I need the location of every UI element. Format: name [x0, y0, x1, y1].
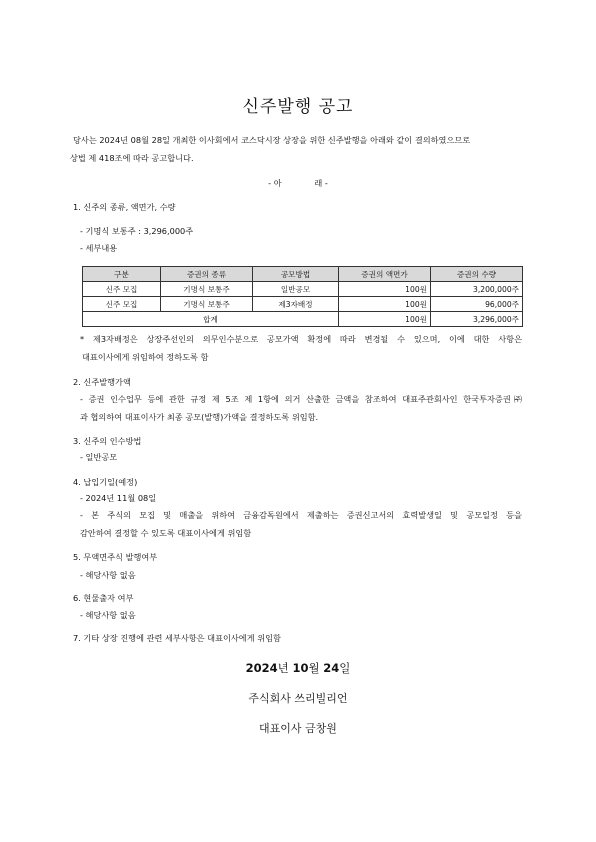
section-4-line-2: 감안하여 결정할 수 있도록 대표이사에게 위임함: [80, 528, 252, 538]
section-2-line-2: 과 협의하여 대표이사가 최종 공모(발행)가액을 결정하도록 위임함.: [80, 412, 319, 422]
section-3-heading: 3. 신주의 인수방법: [73, 436, 142, 446]
table-cell: 제3자배정: [253, 297, 339, 312]
page-title: 신주발행 공고: [242, 97, 354, 117]
table-total-row: [83, 312, 523, 327]
table-cell: 일반공모: [253, 282, 339, 297]
date-day-unit: 일: [339, 661, 351, 675]
table-total-label: 합계: [83, 312, 339, 327]
section-1-heading: 1. 신주의 종류, 액면가, 수량: [73, 202, 176, 212]
section-4-heading: 4. 납입기일(예정): [73, 477, 138, 487]
date-day: 24: [323, 661, 340, 675]
section-6-item: - 해당사항 없음: [80, 610, 136, 620]
date-year-unit: 년: [277, 661, 293, 675]
table-cell: 3,200,000주: [431, 282, 523, 297]
shares-table: [82, 266, 523, 327]
table-header-cell: 공모방법: [253, 267, 339, 282]
section-2-line-1: - 증권 인수업무 등에 관한 규정 제 5조 제 1항에 의거 산출한 금액을 참조하여 대표주관회사인 한국투자증권㈜: [80, 394, 522, 404]
table-cell: 신주 모집: [83, 297, 161, 312]
intro-line-2: 상법 제 418조에 따라 공고합니다.: [70, 153, 194, 163]
section-4-line-1: - 본 주식의 모집 및 매출을 위하여 금융감독원에서 제출하는 증권신고서의 효력발생일 및 공모일정 등을: [80, 510, 522, 520]
ceo-name: 대표이사 금창원: [259, 722, 337, 735]
date-month-unit: 월: [308, 661, 324, 675]
section-7-heading: 7. 기타 상장 진행에 관련 세부사항은 대표이사에게 위임함: [73, 633, 281, 643]
table-header-cell: 증권의 종류: [161, 267, 253, 282]
section-3-item: - 일반공모: [80, 452, 118, 462]
date-month: 10: [292, 661, 309, 675]
note-line-1: * 제3자배정은 상장주선인의 의무인수분으로 공모가액 확정에 따라 변경될 수 있으며, 이에 대한 사항은: [80, 334, 522, 344]
table-cell: 기명식 보통주: [161, 297, 253, 312]
date-year: 2024: [245, 661, 278, 675]
table-header-cell: 증권의 액면가: [339, 267, 431, 282]
section-2-heading: 2. 신주발행가액: [73, 377, 131, 387]
note-line-2: 대표이사에게 위임하여 정하도록 함: [82, 352, 209, 362]
table-cell: 100원: [339, 297, 431, 312]
table-cell: 96,000주: [431, 297, 523, 312]
table-cell: 기명식 보통주: [161, 282, 253, 297]
table-row: [83, 297, 523, 312]
notice-label: - 아 래 -: [268, 178, 328, 188]
section-1-item-2: - 세부내용: [80, 243, 118, 253]
section-1-item-1: - 기명식 보통주 : 3,296,000주: [80, 226, 194, 236]
table-cell: 신주 모집: [83, 282, 161, 297]
table-header-cell: 구분: [83, 267, 161, 282]
intro-line-1: 당사는 2024년 08월 28일 개최한 이사회에서 코스닥시장 상장을 위한 신주발행을 아래와 같이 결의하였으므로: [73, 135, 471, 145]
table-total-qty: 3,296,000주: [431, 312, 523, 327]
table-header-row: [83, 267, 523, 282]
table-cell: 100원: [339, 282, 431, 297]
section-5-heading: 5. 무액면주식 발행여부: [73, 552, 158, 562]
notice-date: [0, 660, 596, 676]
section-4-item-1: - 2024년 11월 08일: [80, 493, 157, 503]
section-5-item: - 해당사항 없음: [80, 570, 136, 580]
table-total-par: 100원: [339, 312, 431, 327]
section-6-heading: 6. 현물출자 여부: [73, 593, 134, 603]
table-row: [83, 282, 523, 297]
company-name: 주식회사 쓰리빌리언: [248, 692, 348, 705]
table-header-cell: 증권의 수량: [431, 267, 523, 282]
